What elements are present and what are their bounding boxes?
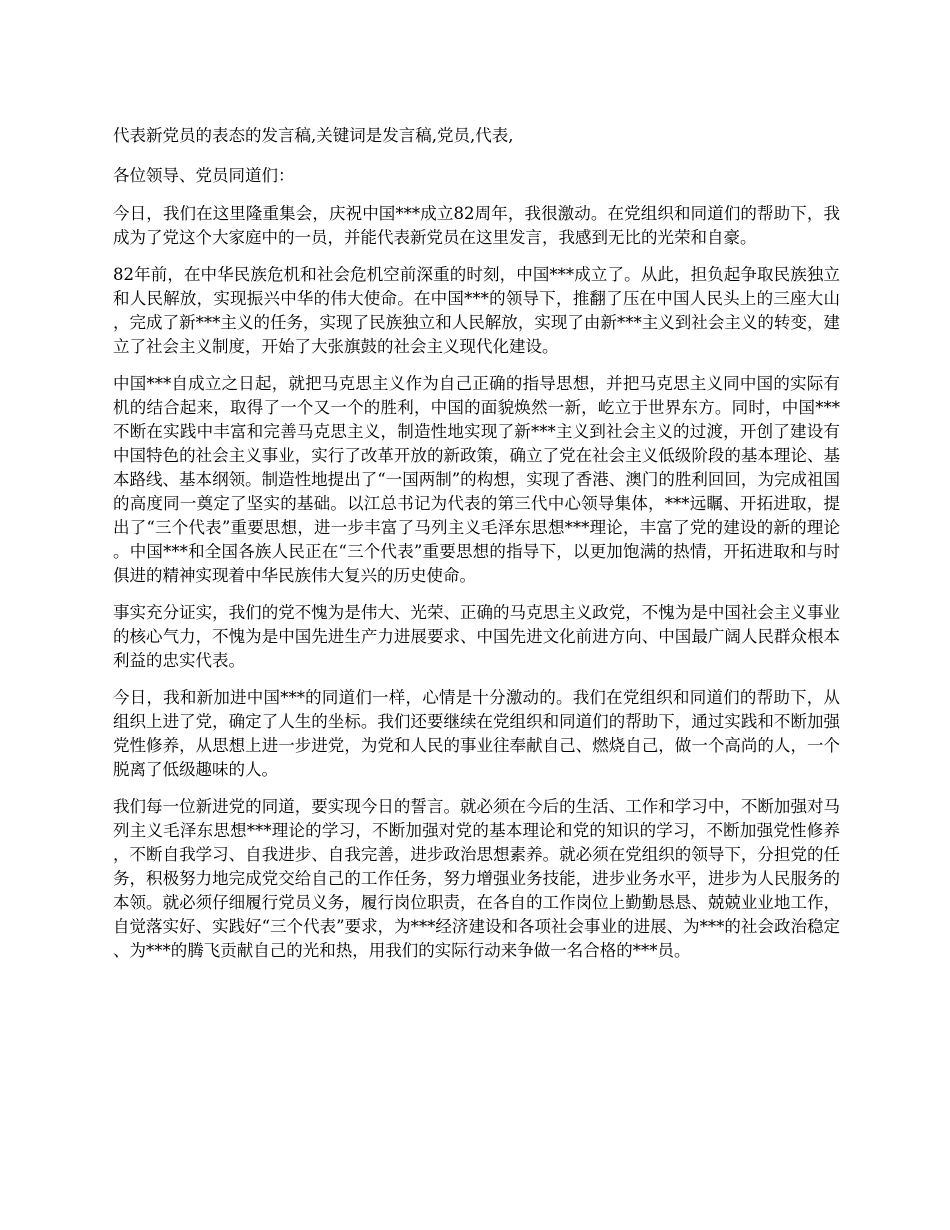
- document-title-line: 代表新党员的表态的发言稿,关键词是发言稿,党员,代表,: [113, 126, 514, 145]
- paragraph-2: 82年前，在中华民族危机和社会危机空前深重的时刻，中国***成立了。从此，担负起争取民族独立和人民解放，实现振兴中华的伟大使命。在中国***的领导下，推翻了压在中国人民头上的三座大山，完成了新***主义的任务，实现了民族独立和人民解放，实现了由新***主义到社会主义的转变，建立了社会主义制度，开始了大张旗鼓的社会主义现代化建设。: [113, 265, 840, 356]
- paragraph-6: 我们每一位新进党的同道，要实现今日的誓言。就必须在今后的生活、工作和学习中，不断加强对马列主义毛泽东思想***理论的学习，不断加强对党的基本理论和党的知识的学习，不断加强党性修养，不断自我学习、自我进步、自我完善，进步政治思想素养。就必须在党组织的领导下，分担党的任务，积极努力地完成党交给自己的工作任务，努力增强业务技能，进步业务水平，进步为人民服务的本领。就必须仔细履行党员义务，履行岗位职责，在各自的工作岗位上勤勤恳恳、兢兢业业地工作，自觉落实好、实践好“三个代表”要求，为***经济建设和各项社会事业的进展、为***的社会政治稳定、为***的腾飞贡献自己的光和热，用我们的实际行动来争做一名合格的***员。: [113, 797, 840, 960]
- paragraph-1: 今日，我们在这里隆重集会，庆祝中国***成立82周年，我很激动。在党组织和同道们的帮助下，我成为了党这个大家庭中的一员，并能代表新党员在这里发言，我感到无比的光荣和自豪。: [113, 204, 840, 247]
- document-body: [113, 124, 840, 976]
- paragraph-3: 中国***自成立之日起，就把马克思主义作为自己正确的指导思想，并把马克思主义同中国的实际有机的结合起来，取得了一个又一个的胜利，中国的面貌焕然一新，屹立于世界东方。同时，中国***不断在实践中丰富和完善马克思主义，制造性地实现了新***主义到社会主义的过渡，开创了建设有中国特色的社会主义事业，实行了改革开放的新政策，确立了党在社会主义低级阶段的基本理论、基本路线、基本纲领。制造性地提出了“一国两制”的构想，实现了香港、澳门的胜利回回，为完成祖国的高度同一奠定了坚实的基础。以江总书记为代表的第三代中心领导集体，***远瞩、开拓进取，提出了“三个代表”重要思想，进一步丰富了马列主义毛泽东思想***理论，丰富了党的建设的新的理论。中国***和全国各族人民正在“三个代表”重要思想的指导下，以更加饱满的热情，开拓进取和与时俱进的精神实现着中华民族伟大复兴的历史使命。: [113, 374, 840, 585]
- paragraph-5: 今日，我和新加进中国***的同道们一样，心情是十分激动的。我们在党组织和同道们的帮助下，从组织上进了党，确定了人生的坐标。我们还要继续在党组织和同道们的帮助下，通过实践和不断加强党性修养，从思想上进一步进党，为党和人民的事业往奉献自己、燃烧自己，做一个高尚的人，一个脱离了低级趣味的人。: [113, 688, 840, 779]
- paragraph-4: 事实充分证实，我们的党不愧为是伟大、光荣、正确的马克思主义政党，不愧为是中国社会主义事业的核心气力，不愧为是中国先进生产力进展要求、中国先进文化前进方向、中国最广阔人民群众根本利益的忠实代表。: [113, 603, 840, 670]
- greeting-line: 各位领导、党员同道们：: [113, 166, 295, 185]
